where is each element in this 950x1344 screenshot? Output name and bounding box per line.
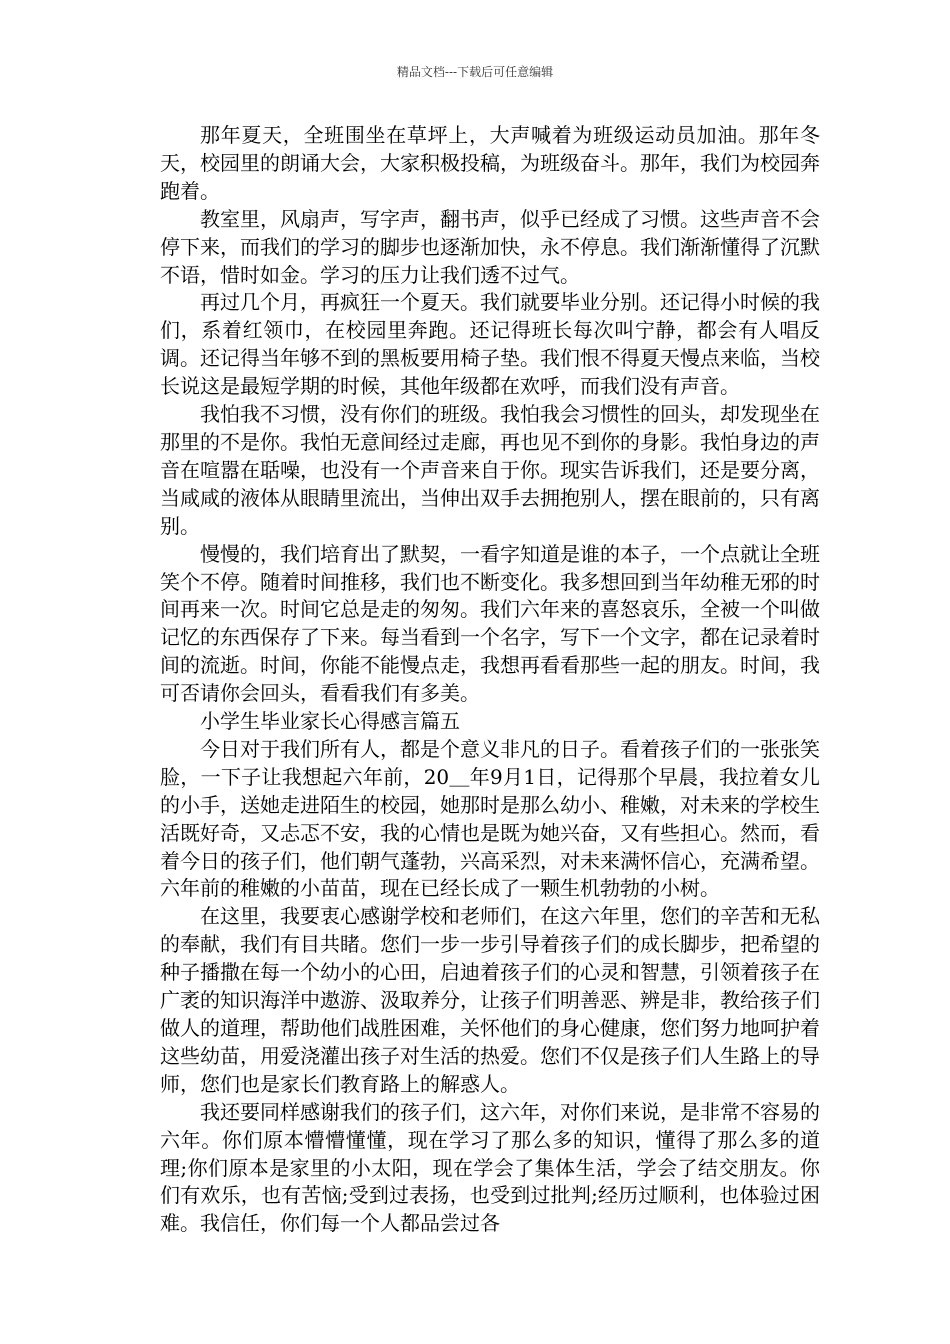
paragraph: 教室里，风扇声，写字声，翻书声，似乎已经成了习惯。这些声音不会停下来，而我们的学习的脚步也逐渐加快，永不停息。我们渐渐懂得了沉默不语，惜时如金。学习的压力让我们透不过气。 — [160, 206, 820, 287]
paragraph: 我怕我不习惯，没有你们的班级。我怕我会习惯性的回头，却发现坐在那里的不是你。我怕无意间经过走廊，再也见不到你的身影。我怕身边的声音在喧嚣在聒噪，也没有一个声音来自于你。现实告诉我们，还是要分离，当咸咸的液体从眼睛里流出，当伸出双手去拥抱别人，摆在眼前的，只有离别。 — [160, 402, 820, 538]
paragraph: 那年夏天，全班围坐在草坪上，大声喊着为班级运动员加油。那年冬天，校园里的朗诵大会，大家积极投稿，为班级奋斗。那年，我们为校园奔跑着。 — [160, 123, 820, 203]
paragraph: 慢慢的，我们培育出了默契，一看字知道是谁的本子，一个点就让全班笑个不停。随着时间推移，我们也不断变化。我多想回到当年幼稚无邪的时间再来一次。时间它总是走的匆匆。我们六年来的喜怒哀乐，全被一个叫做记忆的东西保存了下来。每当看到一个名字，写下一个文字，都在记录着时间的流逝。时间，你能不能慢点走，我想再看看那些一起的朋友。时间，我可否请你会回头，看看我们有多美。 — [160, 541, 820, 706]
paragraph: 再过几个月，再疯狂一个夏天。我们就要毕业分别。还记得小时候的我们，系着红领巾，在校园里奔跑。还记得班长每次叫宁静，都会有人唱反调。还记得当年够不到的黑板要用椅子垫。我们恨不得夏天慢点来临，当校长说这是最短学期的时候，其他年级都在欢呼，而我们没有声音。 — [160, 290, 820, 399]
paragraph: 我还要同样感谢我们的孩子们，这六年，对你们来说，是非常不容易的六年。你们原本懵懵懂懂，现在学习了那么多的知识，懂得了那么多的道理;你们原本是家里的小太阳，现在学会了集体生活，学会了结交朋友。你们有欢乐，也有苦恼;受到过表扬，也受到过批判;经历过顺利，也体验过困难。我信任，你们每一个人都品尝过各 — [160, 1099, 820, 1236]
paragraph: 在这里，我要衷心感谢学校和老师们，在这六年里，您们的辛苦和无私的奉献，我们有目共睹。您们一步一步引导着孩子们的成长脚步，把希望的种子播撒在每一个幼小的心田，启迪着孩子们的心灵和智慧，引领着孩子在广袤的知识海洋中遨游、汲取养分，让孩子们明善恶、辨是非，教给孩子们做人的道理，帮助他们战胜困难，关怀他们的身心健康，您们努力地呵护着这些幼苗，用爱浇灌出孩子对生活的热爱。您们不仅是孩子们人生路上的导师，您们也是家长们教育路上的解惑人。 — [160, 904, 820, 1096]
paragraph: 今日对于我们所有人，都是个意义非凡的日子。看着孩子们的一张张笑脸，一下子让我想起六年前，20＿年9月1日，记得那个早晨，我拉着女儿的小手，送她走进陌生的校园，她那时是那么幼小、稚嫩，对未来的学校生活既好奇，又忐忑不安，我的心情也是既为她兴奋，又有些担心。然而，看着今日的孩子们，他们朝气蓬勃，兴高采烈，对未来满怀信心，充满希望。六年前的稚嫩的小苗苗，现在已经长成了一颗生机勃勃的小树。 — [160, 736, 820, 901]
page-header: 精品文档---下载后可任意编辑 — [396, 65, 554, 79]
document-body — [160, 122, 820, 1238]
section-heading: 小学生毕业家长心得感言篇五 — [200, 709, 460, 734]
